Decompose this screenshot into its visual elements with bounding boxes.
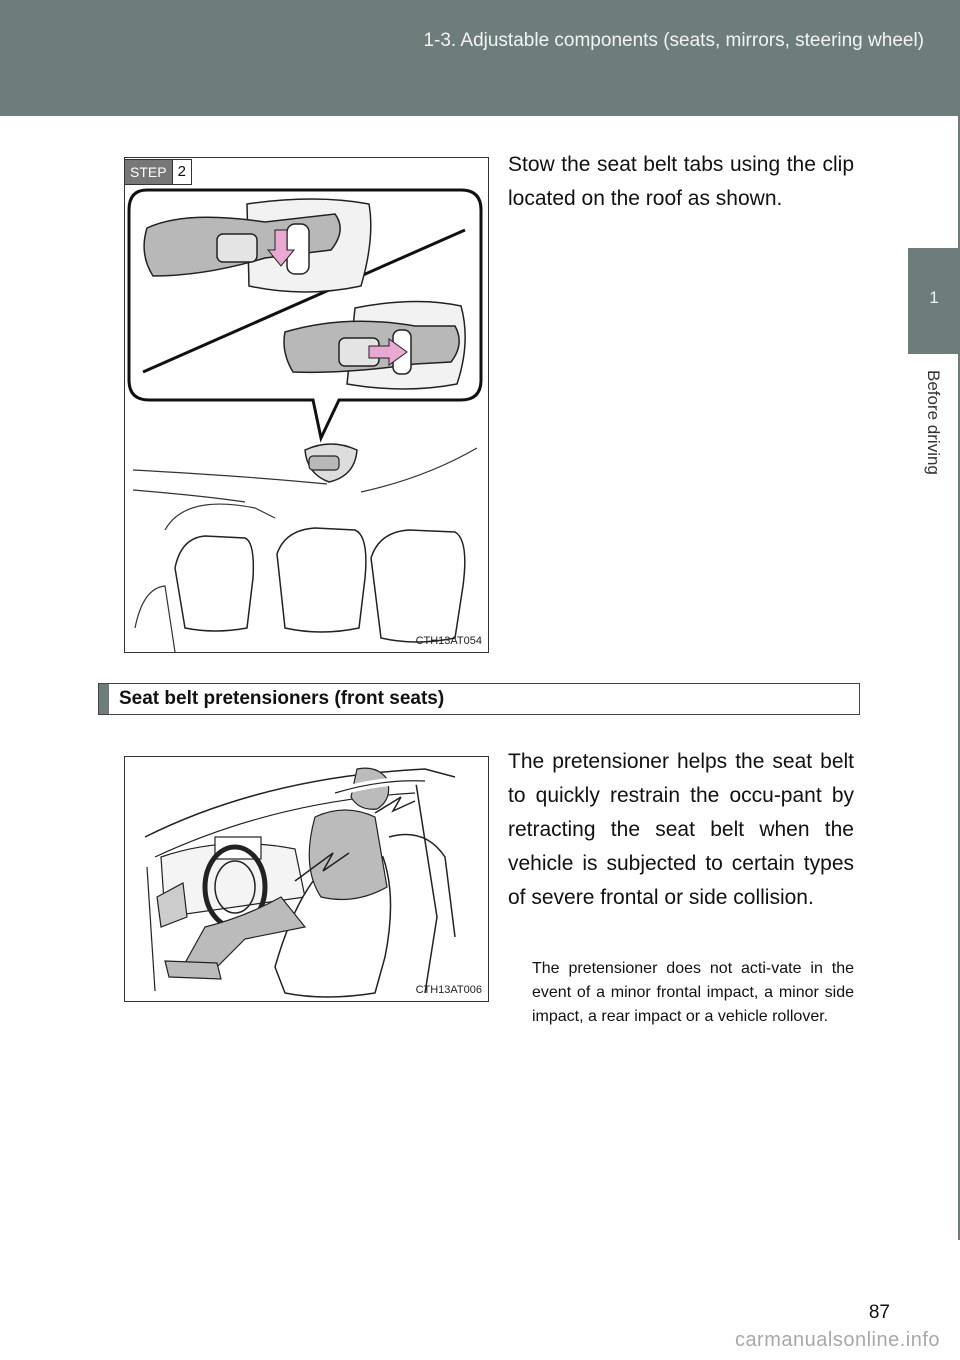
step-instruction: Stow the seat belt tabs using the clip located on the roof as shown. <box>508 153 854 210</box>
header-title: 1-3. Adjustable components (seats, mirrors, steering wheel) <box>423 30 924 51</box>
chapter-tab <box>908 248 960 354</box>
chapter-number: 1 <box>929 288 939 307</box>
figure-code: CTH13AT006 <box>415 984 482 996</box>
pretensioner-illustration <box>124 756 489 1002</box>
roof-clip-drawing <box>125 158 488 652</box>
roof-clip-illustration <box>124 157 489 653</box>
watermark: carmanualsonline.info <box>734 1329 940 1351</box>
step-badge <box>124 159 192 185</box>
page-header-band <box>0 0 960 116</box>
section-heading-text: Seat belt pretensioners (front seats) <box>119 688 445 709</box>
step-badge-number: 2 <box>172 160 191 184</box>
chapter-label: Before driving <box>924 370 943 475</box>
step-badge-label: STEP <box>125 160 172 184</box>
chapter-label-container <box>918 370 948 510</box>
vehicle-interior-drawing <box>125 757 488 1001</box>
section-heading-accent <box>99 684 109 714</box>
section-body: The pretensioner helps the seat belt to quickly restrain the occu-pant by retracting the seat belt when the vehicle is subjected to certain types of severe frontal or side collision. <box>508 750 854 909</box>
section-heading <box>98 683 860 715</box>
section-note: The pretensioner does not acti-vate in the event of a minor frontal impact, a minor side impact, a rear impact or a vehicle rollover. <box>532 960 854 1025</box>
page-number: 87 <box>868 1302 890 1323</box>
figure-code: CTH13AT054 <box>415 635 482 647</box>
